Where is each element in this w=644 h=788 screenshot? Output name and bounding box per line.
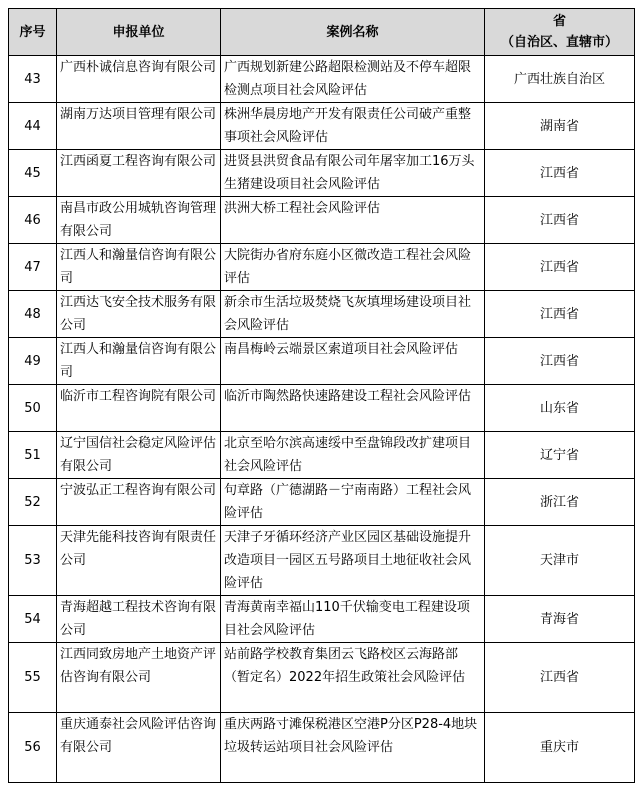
table-row bbox=[9, 596, 635, 643]
row-case: 站前路学校教育集团云飞路校区云海路部（暂定名）2022年招生政策社会风险评估 bbox=[221, 643, 485, 713]
row-seq: 50 bbox=[9, 385, 57, 432]
row-unit: 宁波弘正工程咨询有限公司 bbox=[57, 479, 221, 526]
table-header-row bbox=[9, 9, 635, 56]
row-unit: 临沂市工程咨询院有限公司 bbox=[57, 385, 221, 432]
row-province: 江西省 bbox=[485, 244, 635, 291]
row-case: 广西规划新建公路超限检测站及不停车超限检测点项目社会风险评估 bbox=[221, 56, 485, 103]
row-unit: 天津先能科技咨询有限责任公司 bbox=[57, 526, 221, 596]
header-province-line2: （自治区、直辖市） bbox=[500, 35, 618, 50]
row-unit: 辽宁国信社会稳定风险评估有限公司 bbox=[57, 432, 221, 479]
row-case: 重庆两路寸滩保税港区空港P分区P28-4地块垃圾转运站项目社会风险评估 bbox=[221, 713, 485, 783]
case-table bbox=[8, 8, 635, 783]
row-case: 青海黄南幸福山110千伏输变电工程建设项目社会风险评估 bbox=[221, 596, 485, 643]
table-row bbox=[9, 432, 635, 479]
table-row bbox=[9, 244, 635, 291]
row-seq: 45 bbox=[9, 150, 57, 197]
row-case: 大院街办省府东庭小区微改造工程社会风险评估 bbox=[221, 244, 485, 291]
row-province: 江西省 bbox=[485, 291, 635, 338]
row-province: 青海省 bbox=[485, 596, 635, 643]
header-province-line1: 省 bbox=[552, 14, 566, 29]
row-province: 江西省 bbox=[485, 197, 635, 244]
row-province: 江西省 bbox=[485, 338, 635, 385]
row-province: 天津市 bbox=[485, 526, 635, 596]
row-seq: 44 bbox=[9, 103, 57, 150]
row-province: 江西省 bbox=[485, 643, 635, 713]
table-row bbox=[9, 526, 635, 596]
row-province: 浙江省 bbox=[485, 479, 635, 526]
row-seq: 56 bbox=[9, 713, 57, 783]
table-row bbox=[9, 103, 635, 150]
row-unit: 江西达飞安全技术服务有限公司 bbox=[57, 291, 221, 338]
row-seq: 52 bbox=[9, 479, 57, 526]
row-unit: 湖南万达项目管理有限公司 bbox=[57, 103, 221, 150]
row-unit: 江西人和瀚量信咨询有限公司 bbox=[57, 338, 221, 385]
row-seq: 46 bbox=[9, 197, 57, 244]
row-case: 临沂市陶然路快速路建设工程社会风险评估 bbox=[221, 385, 485, 432]
row-case: 句章路（广德湖路－宁南南路）工程社会风险评估 bbox=[221, 479, 485, 526]
row-province: 江西省 bbox=[485, 150, 635, 197]
row-case: 北京至哈尔滨高速绥中至盘锦段改扩建项目社会风险评估 bbox=[221, 432, 485, 479]
table-row bbox=[9, 479, 635, 526]
row-unit: 江西同致房地产土地资产评估咨询有限公司 bbox=[57, 643, 221, 713]
table-row bbox=[9, 338, 635, 385]
row-unit: 江西函夏工程咨询有限公司 bbox=[57, 150, 221, 197]
row-case: 进贤县洪贸食品有限公司年屠宰加工16万头生猪建设项目社会风险评估 bbox=[221, 150, 485, 197]
row-province: 广西壮族自治区 bbox=[485, 56, 635, 103]
row-unit: 广西朴诚信息咨询有限公司 bbox=[57, 56, 221, 103]
row-seq: 54 bbox=[9, 596, 57, 643]
table-row bbox=[9, 291, 635, 338]
document-page bbox=[8, 8, 634, 783]
row-seq: 51 bbox=[9, 432, 57, 479]
row-province: 辽宁省 bbox=[485, 432, 635, 479]
row-unit: 青海超越工程技术咨询有限公司 bbox=[57, 596, 221, 643]
row-seq: 53 bbox=[9, 526, 57, 596]
row-unit: 江西人和瀚量信咨询有限公司 bbox=[57, 244, 221, 291]
row-seq: 49 bbox=[9, 338, 57, 385]
table-row bbox=[9, 385, 635, 432]
row-case: 洪洲大桥工程社会风险评估 bbox=[221, 197, 485, 244]
row-province: 山东省 bbox=[485, 385, 635, 432]
table-row bbox=[9, 56, 635, 103]
row-case: 株洲华晨房地产开发有限责任公司破产重整事项社会风险评估 bbox=[221, 103, 485, 150]
table-row bbox=[9, 150, 635, 197]
row-seq: 47 bbox=[9, 244, 57, 291]
header-seq: 序号 bbox=[9, 9, 57, 56]
table-row bbox=[9, 197, 635, 244]
row-case: 天津子牙循环经济产业区园区基础设施提升改造项目一园区五号路项目土地征收社会风险评估 bbox=[221, 526, 485, 596]
row-seq: 48 bbox=[9, 291, 57, 338]
row-case: 南昌梅岭云端景区索道项目社会风险评估 bbox=[221, 338, 485, 385]
row-province: 湖南省 bbox=[485, 103, 635, 150]
row-unit: 南昌市政公用城轨咨询管理有限公司 bbox=[57, 197, 221, 244]
row-province: 重庆市 bbox=[485, 713, 635, 783]
header-case: 案例名称 bbox=[221, 9, 485, 56]
row-seq: 55 bbox=[9, 643, 57, 713]
row-seq: 43 bbox=[9, 56, 57, 103]
table-row bbox=[9, 643, 635, 713]
row-unit: 重庆通泰社会风险评估咨询有限公司 bbox=[57, 713, 221, 783]
table-row bbox=[9, 713, 635, 783]
row-case: 新余市生活垃圾焚烧飞灰填埋场建设项目社会风险评估 bbox=[221, 291, 485, 338]
header-unit: 申报单位 bbox=[57, 9, 221, 56]
header-province bbox=[485, 9, 635, 56]
